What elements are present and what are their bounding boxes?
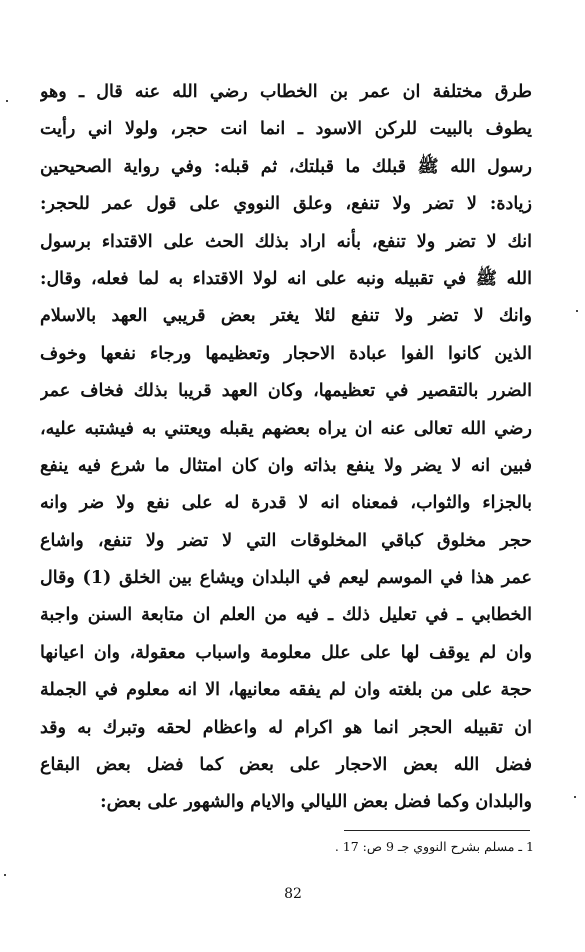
footnote: 1 ـ مسلم بشرح النووي جـ 9 ص: 17 . <box>334 839 534 854</box>
scan-speck <box>576 310 578 312</box>
text-line: بالجزاء والثواب، فمعناه انه لا قدرة له على نفع ولا ضر وانه <box>40 493 532 514</box>
footnote-separator <box>344 830 530 831</box>
text-line: طرق مختلفة ان عمر بن الخطاب رضي الله عنه قال ـ وهو <box>40 82 532 102</box>
text-line: انك لا تضر ولا تنفع، بأنه اراد بذلك الحث على الاقتداء برسول <box>40 231 532 252</box>
text-line: ان تقبيله الحجر انما هو اكرام له واعظام لحقه وتبرك به وقد <box>40 717 532 738</box>
text-line: الضرر بالتقصير في تعظيمها، وكان العهد قريبا بذلك فخاف عمر <box>40 381 532 402</box>
text-line: حجة على من بلغته وان لم يفقه معانيها، الا انه معلوم في الجملة <box>40 680 532 701</box>
text-line: رضي الله تعالى عنه ان يراه بعضهم يقبله ويعتني به فيشتبه عليه، <box>40 418 532 439</box>
text-line: الله ﷺ في تقبيله ونبه على انه لولا الاقتداء به لما فعله، وقال: <box>40 268 532 289</box>
scan-speck <box>6 100 8 102</box>
scan-speck <box>574 796 576 798</box>
text-line: وان لم يوقف لها على علل معلومة واسباب معقولة، وان اعيانها <box>40 642 532 663</box>
text-line: يطوف بالبيت للركن الاسود ـ انما انت حجر، ولولا اني رأيت <box>40 119 532 140</box>
text-line: عمر هذا في الموسم ليعم في البلدان ويشاع بين الخلق (1) وقال <box>40 568 532 589</box>
page-number: 82 <box>284 886 302 902</box>
text-line: رسول الله ﷺ قبلك ما قبلتك، ثم قبله: وفي رواية الصحيحين <box>40 156 532 177</box>
text-line: زيادة: لا تضر ولا تنفع، وعلق النووي على قول عمر للحجر: <box>40 194 532 215</box>
text-line: وانك لا تضر ولا تنفع لئلا يغتر بعض قريبي العهد بالاسلام <box>40 306 532 327</box>
text-line: الخطابي ـ في تعليل ذلك ـ فيه من العلم ان متابعة السنن واجبة <box>40 605 532 626</box>
text-line: فضل الله بعض الاحجار على بعض كما فضل بعض البقاع <box>40 755 532 776</box>
text-line: فبين انه لا يضر ولا ينفع بذاته وان كان امتثال ما شرع فيه ينفع <box>40 455 532 476</box>
body-text <box>40 74 532 822</box>
text-line: والبلدان وكما فضل بعض الليالي والايام والشهور على بعض: <box>100 792 532 813</box>
scan-speck <box>4 874 6 876</box>
text-line: حجر مخلوق كباقي المخلوقات التي لا تضر ولا تنفع، واشاع <box>40 530 532 551</box>
text-line: الذين كانوا الفوا عبادة الاحجار وتعظيمها ورجاء نفعها وخوف <box>40 343 532 364</box>
